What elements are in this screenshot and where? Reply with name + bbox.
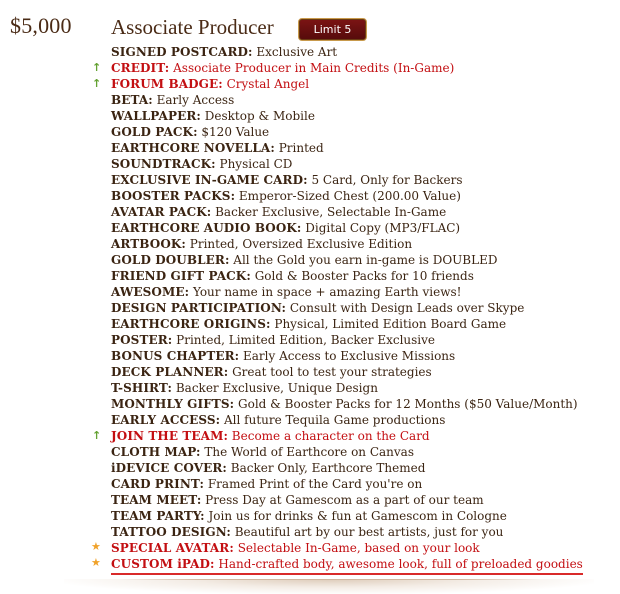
- reward-row: [0, 236, 620, 252]
- reward-row: [0, 204, 620, 220]
- reward-row: [0, 300, 620, 316]
- reward-row: [0, 172, 620, 188]
- reward-text: [111, 380, 378, 396]
- reward-row: [0, 76, 620, 92]
- reward-description: Consult with Design Leads over Skype: [286, 301, 525, 315]
- reward-row: [0, 124, 620, 140]
- reward-description: The World of Earthcore on Canvas: [200, 445, 414, 459]
- reward-description: Physical, Limited Edition Board Game: [270, 317, 507, 331]
- reward-label: TATTOO DESIGN:: [111, 525, 231, 539]
- reward-row: [0, 140, 620, 156]
- reward-description: Digital Copy (MP3/FLAC): [301, 221, 461, 235]
- reward-row: [0, 380, 620, 396]
- reward-description: Your name in space + amazing Earth views!: [189, 285, 462, 299]
- reward-row: [0, 60, 620, 76]
- reward-row: [0, 524, 620, 540]
- reward-text: [111, 172, 462, 188]
- reward-label: MONTHLY GIFTS:: [111, 397, 235, 411]
- reward-text: [111, 236, 412, 252]
- reward-text: [111, 316, 506, 332]
- reward-row: [0, 364, 620, 380]
- reward-description: Become a character on the Card: [227, 429, 430, 443]
- bottom-divider-line: [120, 579, 540, 580]
- reward-description: Great tool to test your strategies: [228, 365, 432, 379]
- star-icon: ★: [91, 556, 101, 569]
- reward-row: [0, 476, 620, 492]
- reward-description: Associate Producer in Main Credits (In-Game): [169, 61, 455, 75]
- reward-description: Printed: [274, 141, 324, 155]
- reward-label: BOOSTER PACKS:: [111, 189, 236, 203]
- reward-text: [111, 124, 269, 140]
- reward-row: [0, 188, 620, 204]
- reward-text: [111, 300, 524, 316]
- reward-label: AVATAR PACK:: [111, 205, 212, 219]
- reward-label: TEAM PARTY:: [111, 509, 205, 523]
- reward-description: Framed Print of the Card you're on: [204, 477, 423, 491]
- reward-label: CLOTH MAP:: [111, 445, 201, 459]
- reward-description: Backer Only, Earthcore Themed: [226, 461, 426, 475]
- reward-label: BONUS CHAPTER:: [111, 349, 240, 363]
- bottom-divider: [64, 579, 594, 594]
- reward-row: [0, 92, 620, 108]
- reward-description: Early Access to Exclusive Missions: [239, 349, 456, 363]
- reward-description: Backer Exclusive, Unique Design: [172, 381, 378, 395]
- reward-label: EARLY ACCESS:: [111, 413, 221, 427]
- reward-row: [0, 444, 620, 460]
- reward-description: Gold & Booster Packs for 10 friends: [250, 269, 474, 283]
- reward-description: Emperor-Sized Chest (200.00 Value): [235, 189, 461, 203]
- reward-text: [111, 188, 461, 204]
- reward-description: Crystal Angel: [222, 77, 310, 91]
- reward-description: Desktop & Mobile: [200, 109, 315, 123]
- reward-row: [0, 332, 620, 348]
- reward-list: [0, 44, 620, 572]
- reward-text: [111, 204, 446, 220]
- tier-title: Associate Producer: [111, 15, 274, 39]
- reward-row: [0, 508, 620, 524]
- reward-description: Gold & Booster Packs for 12 Months ($50 Value/Month): [234, 397, 578, 411]
- reward-row: [0, 156, 620, 172]
- reward-text: [111, 444, 414, 460]
- reward-text: [111, 540, 480, 556]
- reward-description: Press Day at Gamescom as a part of our team: [201, 493, 484, 507]
- reward-description: Hand-crafted body, awesome look, full of preloaded goodies: [214, 557, 583, 571]
- reward-text: [111, 476, 422, 492]
- reward-row: [0, 44, 620, 60]
- reward-text: [111, 60, 454, 76]
- reward-row: [0, 108, 620, 124]
- reward-row: [0, 428, 620, 444]
- reward-description: Join us for drinks & fun at Gamescom in Cologne: [204, 509, 507, 523]
- reward-row: [0, 220, 620, 236]
- reward-description: Printed, Limited Edition, Backer Exclusive: [172, 333, 436, 347]
- arrow-up-icon: ↑: [92, 429, 102, 442]
- reward-text: [111, 220, 460, 236]
- reward-text: [111, 460, 425, 476]
- reward-text: [111, 412, 445, 428]
- arrow-up-icon: ↑: [92, 77, 102, 90]
- reward-text: [111, 508, 507, 524]
- reward-text: [111, 396, 578, 412]
- reward-description: All the Gold you earn in-game is DOUBLED: [229, 253, 498, 267]
- reward-row: [0, 316, 620, 332]
- reward-label: DECK PLANNER:: [111, 365, 229, 379]
- limit-badge: Limit 5: [298, 18, 367, 41]
- reward-label: CUSTOM iPAD:: [111, 557, 215, 571]
- star-icon: ★: [91, 540, 101, 553]
- reward-row: [0, 252, 620, 268]
- reward-text: [111, 252, 497, 268]
- reward-label: JOIN THE TEAM:: [111, 429, 228, 443]
- reward-description: Early Access: [152, 93, 235, 107]
- reward-text: [111, 524, 503, 540]
- reward-row: [0, 556, 620, 572]
- tier-price: $5,000: [10, 13, 72, 38]
- reward-label: EARTHCORE NOVELLA:: [111, 141, 275, 155]
- reward-label: BETA:: [111, 93, 153, 107]
- reward-row: [0, 348, 620, 364]
- reward-description: $120 Value: [197, 125, 270, 139]
- reward-label: SOUNDTRACK:: [111, 157, 216, 171]
- reward-text: [111, 156, 292, 172]
- reward-text: [111, 428, 430, 444]
- reward-label: FRIEND GIFT PACK:: [111, 269, 251, 283]
- reward-label: GOLD DOUBLER:: [111, 253, 230, 267]
- reward-text: [111, 140, 324, 156]
- reward-description: Beautiful art by our best artists, just for you: [230, 525, 504, 539]
- reward-text: [111, 556, 583, 575]
- reward-label: iDEVICE COVER:: [111, 461, 227, 475]
- reward-label: EARTHCORE ORIGINS:: [111, 317, 271, 331]
- reward-label: TEAM MEET:: [111, 493, 202, 507]
- reward-label: DESIGN PARTICIPATION:: [111, 301, 287, 315]
- reward-description: Selectable In-Game, based on your look: [233, 541, 480, 555]
- reward-description: Printed, Oversized Exclusive Edition: [185, 237, 413, 251]
- reward-text: [111, 492, 484, 508]
- reward-text: [111, 348, 455, 364]
- reward-text: [111, 364, 432, 380]
- reward-text: [111, 284, 461, 300]
- reward-row: [0, 396, 620, 412]
- reward-label: GOLD PACK:: [111, 125, 198, 139]
- reward-label: SPECIAL AVATAR:: [111, 541, 234, 555]
- reward-text: [111, 332, 435, 348]
- reward-row: [0, 540, 620, 556]
- reward-label: EXCLUSIVE IN-GAME CARD:: [111, 173, 308, 187]
- reward-text: [111, 44, 337, 60]
- reward-label: SIGNED POSTCARD:: [111, 45, 253, 59]
- reward-label: FORUM BADGE:: [111, 77, 223, 91]
- reward-label: EARTHCORE AUDIO BOOK:: [111, 221, 302, 235]
- arrow-up-icon: ↑: [92, 61, 102, 74]
- reward-label: CARD PRINT:: [111, 477, 205, 491]
- reward-label: WALLPAPER:: [111, 109, 201, 123]
- reward-description: Backer Exclusive, Selectable In-Game: [211, 205, 447, 219]
- reward-description: Exclusive Art: [252, 45, 338, 59]
- reward-text: [111, 108, 315, 124]
- reward-row: [0, 284, 620, 300]
- reward-label: AWESOME:: [111, 285, 190, 299]
- reward-label: POSTER:: [111, 333, 173, 347]
- reward-text: [111, 76, 309, 92]
- reward-label: ARTBOOK:: [111, 237, 186, 251]
- reward-row: [0, 460, 620, 476]
- reward-text: [111, 268, 474, 284]
- reward-description: All future Tequila Game productions: [220, 413, 446, 427]
- reward-label: CREDIT:: [111, 61, 170, 75]
- reward-row: [0, 268, 620, 284]
- reward-row: [0, 492, 620, 508]
- reward-label: T-SHIRT:: [111, 381, 173, 395]
- reward-description: Physical CD: [215, 157, 293, 171]
- reward-text: [111, 92, 234, 108]
- reward-row: [0, 412, 620, 428]
- reward-description: 5 Card, Only for Backers: [307, 173, 463, 187]
